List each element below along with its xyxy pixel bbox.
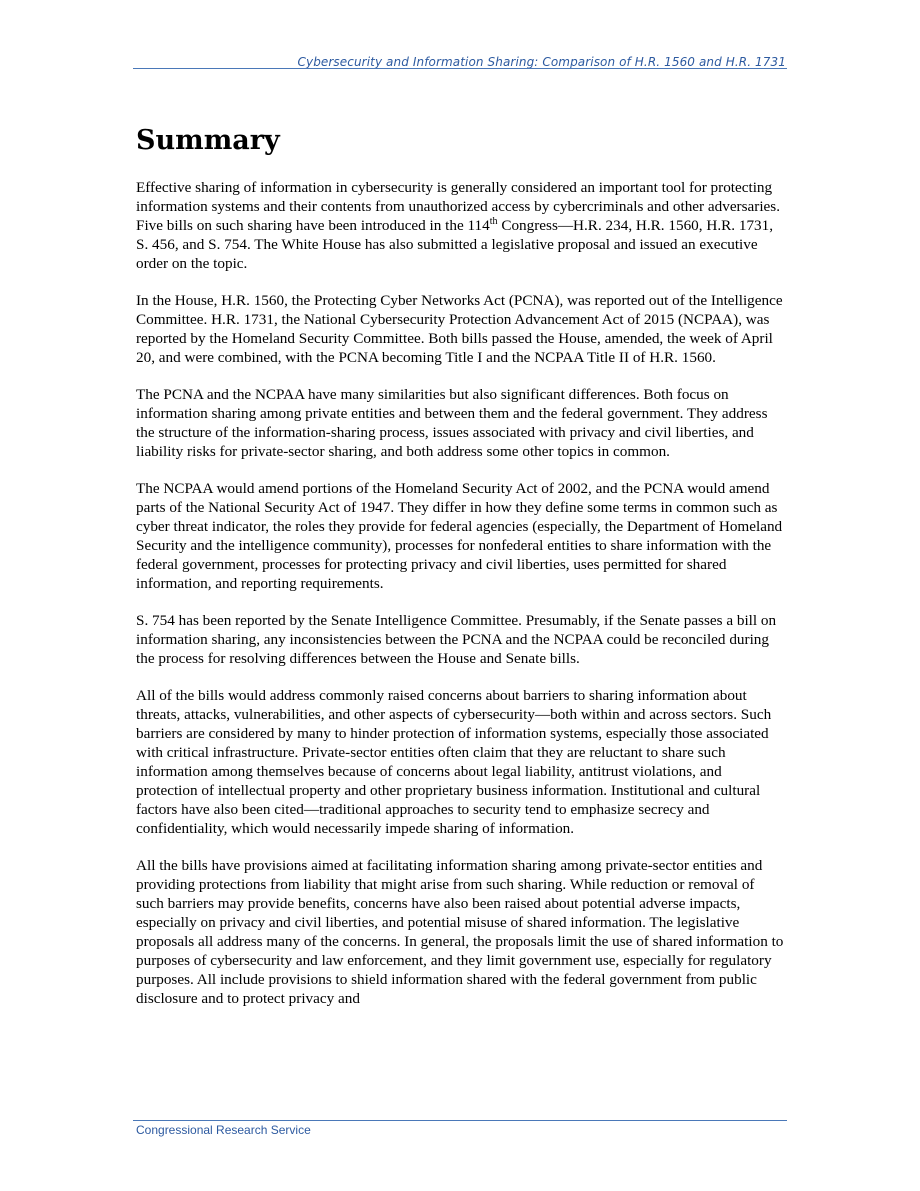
footer-divider bbox=[133, 1120, 787, 1121]
paragraph-1-start: Effective sharing of information in cybersecurity is generally considered an important tool for protecting information systems and their contents from unauthorized access by cybercriminals and other adversaries. Five bills on such sharing have been introduced in the 114 bbox=[136, 179, 780, 234]
paragraph-2: In the House, H.R. 1560, the Protecting Cyber Networks Act (PCNA), was reported out of the Intelligence Committee. H.R. 1731, the National Cybersecurity Protection Advancement Act of 2015 (NCPAA), was reported by the Homeland Security Committee. Both bills passed the House, amended, the week of April 20, and were combined, with the PCNA becoming Title I and the NCPAA Title II of H.R. 1560. bbox=[136, 292, 783, 366]
footer-organization: Congressional Research Service bbox=[136, 1123, 311, 1137]
paragraph-1-end: Congress—H.R. 234, H.R. 1560, H.R. 1731, S. 456, and S. 754. The White House has also submitted a legislative proposal and issued an executive order on the topic. bbox=[136, 217, 774, 272]
paragraph-4: The NCPAA would amend portions of the Homeland Security Act of 2002, and the PCNA would amend parts of the National Security Act of 1947. They differ in how they define some terms in common such as cyber threat indicator, the roles they provide for federal agencies (especially, the Department of Homeland Security and the intelligence community), processes for nonfederal entities to share information with the federal government, processes for protecting privacy and civil liberties, uses permitted for shared information, and reporting requirements. bbox=[136, 480, 783, 592]
paragraph-5: S. 754 has been reported by the Senate Intelligence Committee. Presumably, if the Senate passes a bill on information sharing, any inconsistencies between the PCNA and the NCPAA could be reconciled during the process for resolving differences between the House and Senate bills. bbox=[136, 612, 777, 667]
running-header: Cybersecurity and Information Sharing: Comparison of H.R. 1560 and H.R. 1731 bbox=[297, 55, 786, 69]
paragraph-7: All the bills have provisions aimed at facilitating information sharing among private-sector entities and providing protections from liability that might arise from such sharing. While reduction or removal of such barriers may provide benefits, concerns have also been raised about potential adverse impacts, especially on privacy and civil liberties, and potential misuse of shared information. The legislative proposals all address many of the concerns. In general, the proposals limit the use of shared information to purposes of cybersecurity and law enforcement, and they limit government use, especially for regulatory purposes. All include provisions to shield information shared with the federal government from public disclosure and to protect privacy and bbox=[136, 857, 784, 1007]
paragraph-1 bbox=[136, 178, 786, 273]
ordinal-suffix: th bbox=[489, 216, 498, 227]
summary-body bbox=[136, 178, 786, 1026]
section-title: Summary bbox=[136, 125, 280, 156]
header-divider bbox=[133, 68, 787, 69]
paragraph-6: All of the bills would address commonly raised concerns about barriers to sharing information about threats, attacks, vulnerabilities, and other aspects of cybersecurity—both within and across sectors. Such barriers are considered by many to hinder protection of information systems, especially those associated with critical infrastructure. Private-sector entities often claim that they are reluctant to share such information among themselves because of concerns about legal liability, antitrust violations, and protection of intellectual property and other proprietary business information. Institutional and cultural factors have also been cited—traditional approaches to security tend to emphasize secrecy and confidentiality, which would necessarily impede sharing of information. bbox=[136, 687, 772, 837]
paragraph-3: The PCNA and the NCPAA have many similarities but also significant differences. Both focus on information sharing among private entities and between them and the federal government. They address the structure of the information-sharing process, issues associated with privacy and civil liberties, and liability risks for private-sector sharing, and both address some other topics in common. bbox=[136, 386, 768, 460]
